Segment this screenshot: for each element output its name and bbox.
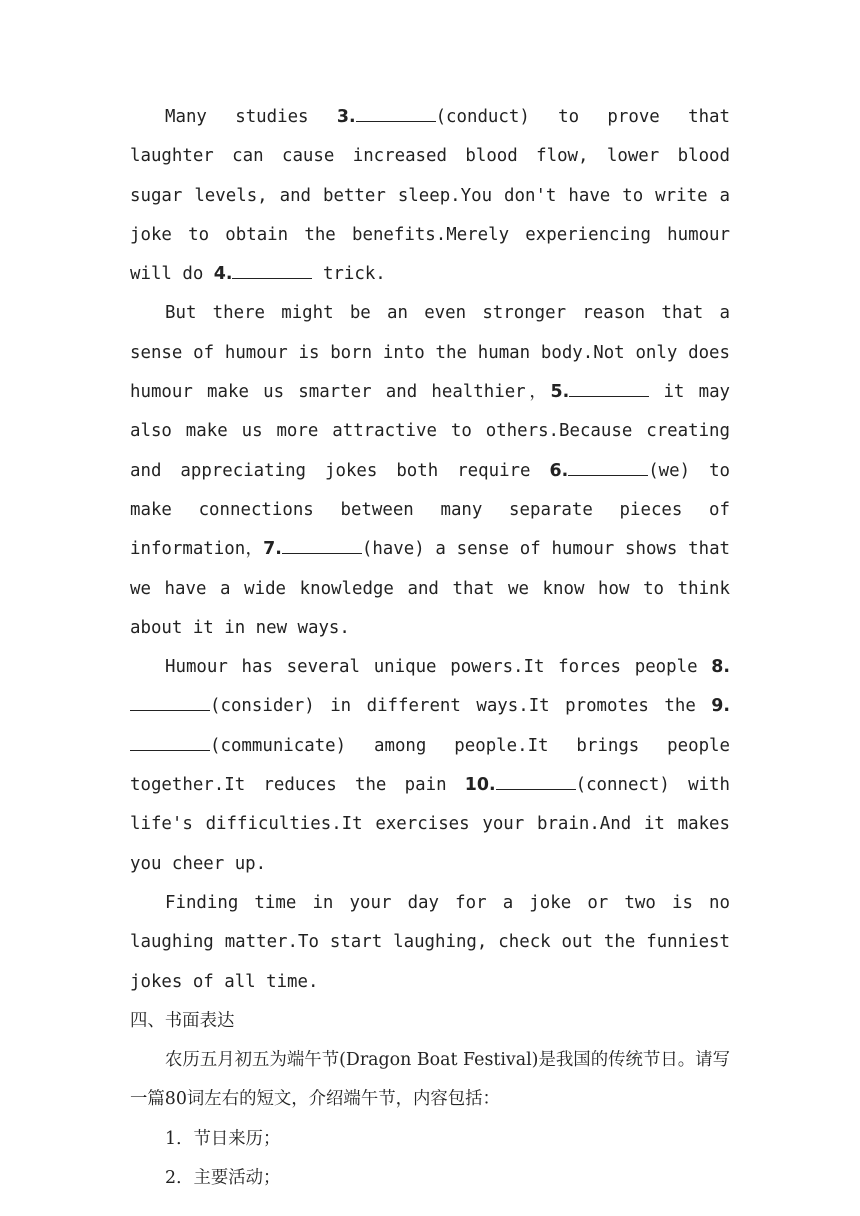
writing-prompt-intro: 农历五月初五为端午节(Dragon Boat Festival)是我国的传统节日。请写一篇80词左右的短文，介绍端午节，内容包括：	[130, 1050, 730, 1110]
text-segment: But there might be an even stronger reason that a sense of humour is born into the human body.Not only does humour make us smarter and healthier，	[130, 303, 730, 403]
question-number-5: 5.	[550, 382, 570, 403]
text-segment: (have) a sense of humour shows that we have a wide knowledge and that we know how to think about it in new ways.	[130, 539, 731, 638]
text-segment: (consider) in different ways.It promotes the	[210, 696, 712, 717]
text-segment: it may also make us more attractive to others.Because creating and appreciating jokes both require	[130, 382, 731, 481]
writing-requirement-1: 1．节日来历；	[165, 1128, 281, 1149]
answer-blank-9	[130, 731, 210, 750]
question-number-6: 6.	[549, 460, 569, 481]
answer-blank-5	[569, 378, 649, 397]
answer-blank-3	[356, 103, 436, 122]
text-segment: (communicate) among people.It brings people together.It reduces the pain	[130, 735, 730, 796]
question-number-10: 10.	[464, 775, 496, 796]
answer-blank-4	[232, 260, 312, 279]
text-segment: (we) to make connections between many separate pieces of information，	[130, 460, 731, 560]
text-segment: Humour has several unique powers.It forces people	[165, 657, 712, 678]
answer-blank-7	[282, 535, 362, 554]
paragraph-stronger-reason	[130, 294, 730, 648]
paragraph-finding-time: Finding time in your day for a joke or two is no laughing matter.To start laughing, check out the funniest jokes of all time.	[130, 892, 730, 992]
question-number-4: 4.	[213, 264, 233, 285]
question-number-3: 3.	[336, 107, 356, 127]
paragraph-laughter-studies	[130, 98, 730, 294]
question-number-8: 8.	[711, 657, 730, 678]
answer-blank-8	[130, 692, 210, 711]
answer-blank-6	[568, 456, 648, 475]
question-number-9: 9.	[711, 696, 730, 717]
question-number-7: 7.	[263, 539, 282, 560]
text-segment: (conduct) to prove that laughter can cause increased blood flow, lower blood sugar levels, and better sleep.You don't have to write a joke to obtain the benefits.Merely experiencing humour will do	[130, 107, 730, 285]
text-segment: Many studies	[165, 107, 337, 127]
writing-requirement-2: 2．主要活动；	[165, 1168, 281, 1189]
paragraph-humour-powers	[130, 648, 730, 884]
section-heading-writing: 四、书面表达	[130, 1010, 235, 1031]
document-page	[130, 98, 730, 1198]
text-segment: (connect) with life's difficulties.It exercises your brain.And it makes you cheer up.	[130, 775, 730, 874]
text-segment: trick.	[312, 264, 386, 285]
answer-blank-10	[496, 771, 576, 790]
